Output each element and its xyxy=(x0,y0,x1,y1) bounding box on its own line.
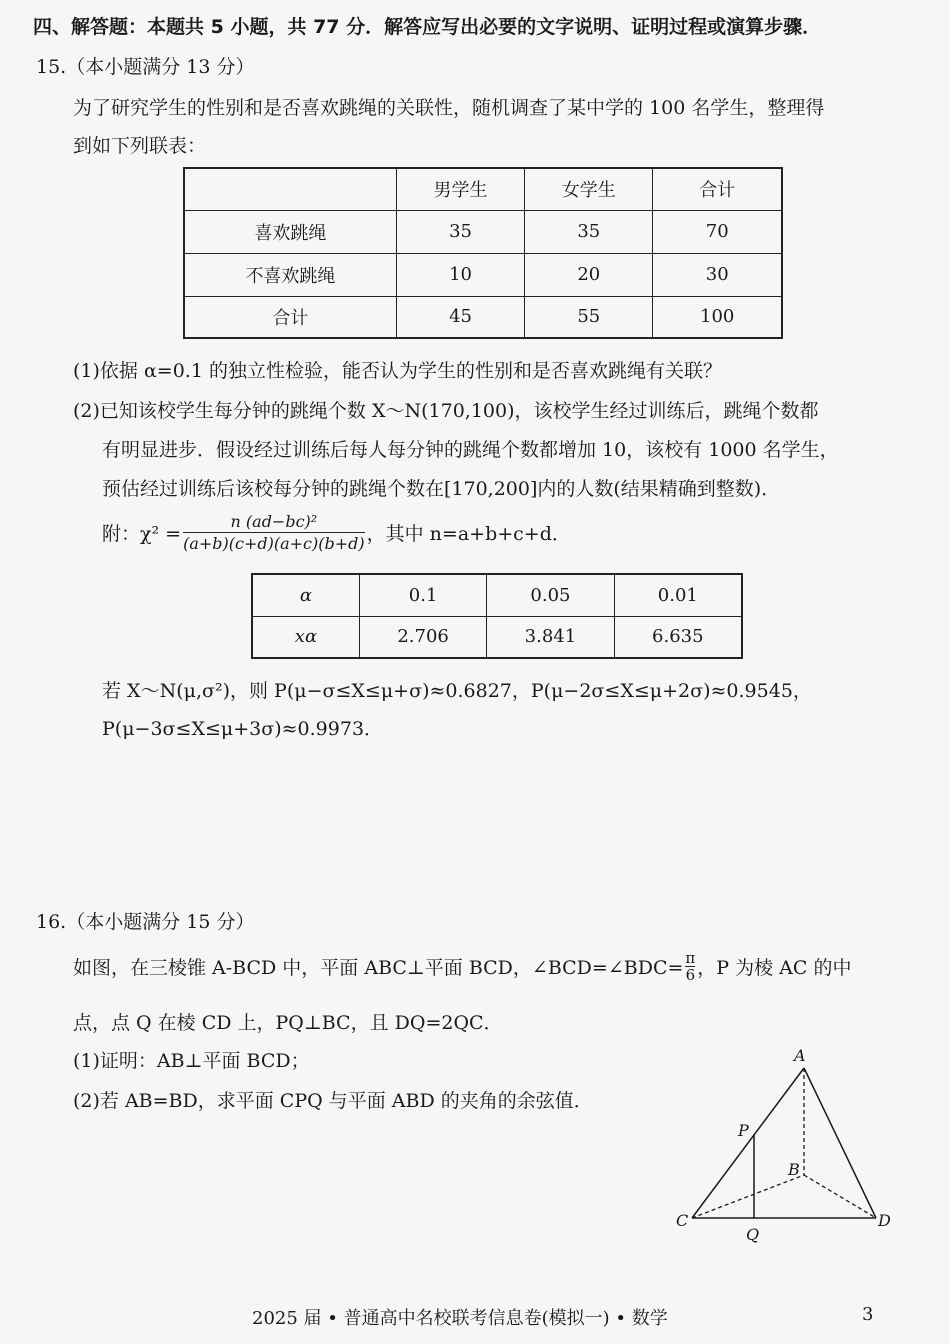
table-cell: 合计 xyxy=(184,296,396,338)
table-cell: 100 xyxy=(653,296,782,338)
page-number: 3 xyxy=(862,1304,874,1325)
q16-line1-suffix: ，P 为棱 AC 的中 xyxy=(697,957,852,979)
table-header-cell: 合计 xyxy=(653,168,782,210)
appendix-suffix: ，其中 n=a+b+c+d． xyxy=(366,523,571,545)
table-cell: 30 xyxy=(653,253,782,296)
pi-fraction xyxy=(685,950,695,983)
table-cell: α xyxy=(252,574,359,616)
table-cell: 70 xyxy=(653,210,782,253)
contingency-table xyxy=(183,167,783,339)
table-row xyxy=(184,253,782,296)
q16-line1 xyxy=(73,950,851,983)
formula-numerator: n (ad−bc)² xyxy=(183,512,365,533)
table-header-row xyxy=(184,168,782,210)
table-cell: 10 xyxy=(396,253,524,296)
table-cell: 55 xyxy=(525,296,653,338)
table-row xyxy=(252,616,742,658)
table-cell: 20 xyxy=(525,253,653,296)
table-cell: 35 xyxy=(525,210,653,253)
appendix-prefix: 附：χ² = xyxy=(102,523,182,545)
label-q: Q xyxy=(746,1225,760,1244)
table-cell: 2.706 xyxy=(359,616,486,658)
table-header-cell xyxy=(184,168,396,210)
q16-line2: 点，点 Q 在棱 CD 上，PQ⊥BC，且 DQ=2QC． xyxy=(73,1012,503,1034)
table-header-cell: 女学生 xyxy=(525,168,653,210)
tetrahedron-figure xyxy=(670,1040,910,1250)
formula-fraction xyxy=(183,512,365,553)
normal-dist-line1: 若 X～N(μ,σ²)，则 P(μ−σ≤X≤μ+σ)≈0.6827，P(μ−2σ≤X≤μ+2σ)≈0.9545， xyxy=(102,680,812,702)
q15-part1: (1)依据 α=0.1 的独立性检验，能否认为学生的性别和是否喜欢跳绳有关联？ xyxy=(73,360,722,382)
q16-heading: 16.（本小题满分 15 分） xyxy=(36,911,255,933)
alpha-table xyxy=(251,573,743,659)
q15-intro-line1: 为了研究学生的性别和是否喜欢跳绳的关联性，随机调查了某中学的 100 名学生，整理得 xyxy=(73,97,825,119)
table-cell: xα xyxy=(252,616,359,658)
q16-line1-prefix: 如图，在三棱锥 A-BCD 中，平面 ABC⊥平面 BCD，∠BCD=∠BDC= xyxy=(73,957,684,979)
table-row xyxy=(184,296,782,338)
chi-square-formula xyxy=(102,512,571,553)
normal-dist-line2: P(μ−3σ≤X≤μ+3σ)≈0.9973． xyxy=(102,718,384,740)
q15-part2-line1: (2)已知该校学生每分钟的跳绳个数 X～N(170,100)，该校学生经过训练后，跳绳个数都 xyxy=(73,400,819,422)
pi-numerator: π xyxy=(685,949,696,967)
label-c: C xyxy=(676,1211,689,1230)
table-cell: 0.05 xyxy=(487,574,614,616)
q15-heading: 15.（本小题满分 13 分） xyxy=(36,56,255,78)
label-b: B xyxy=(788,1160,800,1179)
table-row xyxy=(252,574,742,616)
edge-ac xyxy=(692,1068,804,1218)
footer-title: 2025 届 • 普通高中名校联考信息卷(模拟一) • 数学 xyxy=(252,1308,668,1329)
table-cell: 0.01 xyxy=(614,574,742,616)
label-p: P xyxy=(738,1121,749,1140)
table-cell: 0.1 xyxy=(359,574,486,616)
table-cell: 45 xyxy=(396,296,524,338)
label-d: D xyxy=(878,1211,891,1230)
table-header-cell: 男学生 xyxy=(396,168,524,210)
q15-intro-line2: 到如下列联表： xyxy=(73,135,207,157)
q16-part2: (2)若 AB=BD，求平面 CPQ 与平面 ABD 的夹角的余弦值． xyxy=(73,1090,593,1112)
formula-denominator: (a+b)(c+d)(a+c)(b+d) xyxy=(183,534,365,553)
edge-ad xyxy=(804,1068,876,1218)
table-cell: 6.635 xyxy=(614,616,742,658)
label-a: A xyxy=(794,1046,806,1065)
table-cell: 不喜欢跳绳 xyxy=(184,253,396,296)
q15-part2-line3: 预估经过训练后该校每分钟的跳绳个数在[170,200]内的人数(结果精确到整数)． xyxy=(102,478,781,500)
q16-part1: (1)证明：AB⊥平面 BCD； xyxy=(73,1050,310,1072)
table-cell: 喜欢跳绳 xyxy=(184,210,396,253)
section-header: 四、解答题：本题共 5 小题，共 77 分．解答应写出必要的文字说明、证明过程或演算步骤． xyxy=(33,16,822,38)
table-cell: 3.841 xyxy=(487,616,614,658)
q15-part2-line2: 有明显进步．假设经过训练后每人每分钟的跳绳个数都增加 10，该校有 1000 名学生， xyxy=(102,439,839,461)
table-cell: 35 xyxy=(396,210,524,253)
table-row xyxy=(184,210,782,253)
pi-denominator: 6 xyxy=(685,966,696,984)
